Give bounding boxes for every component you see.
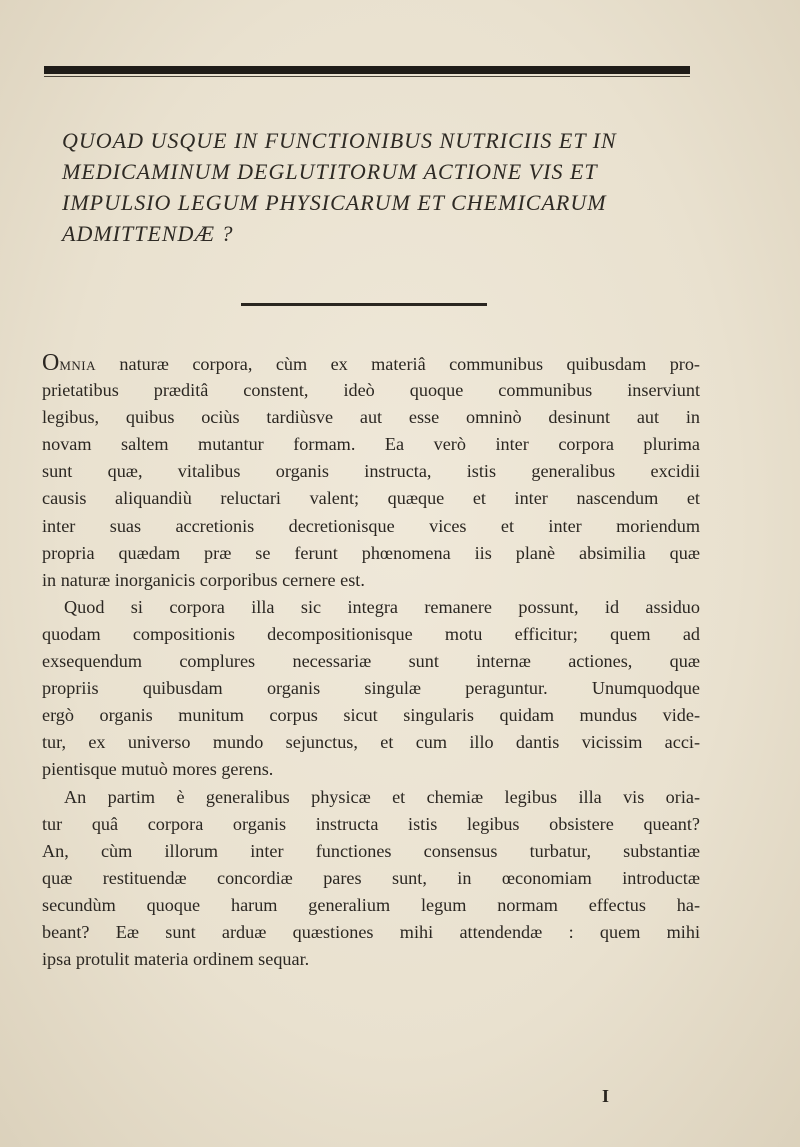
text-line: quodam compositionis decompositionisque motu efficitur; quem ad: [42, 623, 700, 644]
text-line: novam saltem mutantur formam. Ea verò inter corpora plurima: [42, 434, 700, 455]
page-number: I: [602, 1086, 610, 1106]
title-line: ADMITTENDÆ ?: [62, 221, 234, 246]
text-line: An, cùm illorum inter functiones consensus turbatur, substantiæ: [42, 840, 700, 861]
text-line: tur quâ corpora organis instructa istis legibus obsistere queant?: [42, 813, 700, 834]
drop-cap: O: [42, 350, 60, 376]
text-line: sunt quæ, vitalibus organis instructa, istis generalibus excidii: [42, 461, 700, 482]
title-line: MEDICAMINUM DEGLUTITORUM ACTIONE VIS ET: [62, 159, 598, 184]
text-line: pientisque mutuò mores gerens.: [42, 759, 274, 780]
small-caps-word: MNIA: [59, 358, 97, 373]
text-line: secundùm quoque harum generalium legum normam effectus ha-: [42, 894, 700, 915]
text-line: ergò organis munitum corpus sicut singularis quidam mundus vide-: [42, 705, 700, 726]
body-text: [42, 350, 700, 973]
text-line: beant? Eæ sunt arduæ quæstiones mihi attendendæ : quem mihi: [42, 921, 700, 942]
text-line: Quod si corpora illa sic integra remanere possunt, id assiduo: [64, 596, 700, 617]
text-line: legibus, quibus ociùs tardiùsve aut esse omninò desinunt aut in: [42, 407, 700, 428]
text-line: quæ restituendæ concordiæ pares sunt, in œconomiam introductæ: [42, 867, 700, 888]
header-rule: [44, 66, 690, 74]
text-line: OMNIA naturæ corpora, cùm ex materiâ communibus quibusdam pro-: [42, 350, 700, 376]
text-line: exsequendum complures necessariæ sunt internæ actiones, quæ: [42, 651, 700, 672]
chapter-title: [62, 125, 712, 249]
title-line: IMPULSIO LEGUM PHYSICARUM ET CHEMICARUM: [62, 190, 607, 215]
text-line: prietatibus præditâ constent, ideò quoque communibus inserviunt: [42, 380, 700, 401]
section-divider: [241, 303, 487, 306]
title-line: QUOAD USQUE IN FUNCTIONIBUS NUTRICIIS ET IN: [62, 128, 617, 153]
text-line: in naturæ inorganicis corporibus cernere est.: [42, 569, 365, 590]
text-line: tur, ex universo mundo sejunctus, et cum illo dantis vicissim acci-: [42, 732, 700, 753]
text-line: inter suas accretionis decretionisque vices et inter moriendum: [42, 515, 700, 536]
text-line: propriis quibusdam organis singulæ peraguntur. Unumquodque: [42, 678, 700, 699]
text-line: causis aliquandiù reluctari valent; quæque et inter nascendum et: [42, 488, 700, 509]
text-line: An partim è generalibus physicæ et chemiæ legibus illa vis oria-: [64, 786, 700, 807]
text-line: propria quædam præ se ferunt phœnomena iis planè absimilia quæ: [42, 542, 700, 563]
text-line: ipsa protulit materia ordinem sequar.: [42, 949, 310, 970]
